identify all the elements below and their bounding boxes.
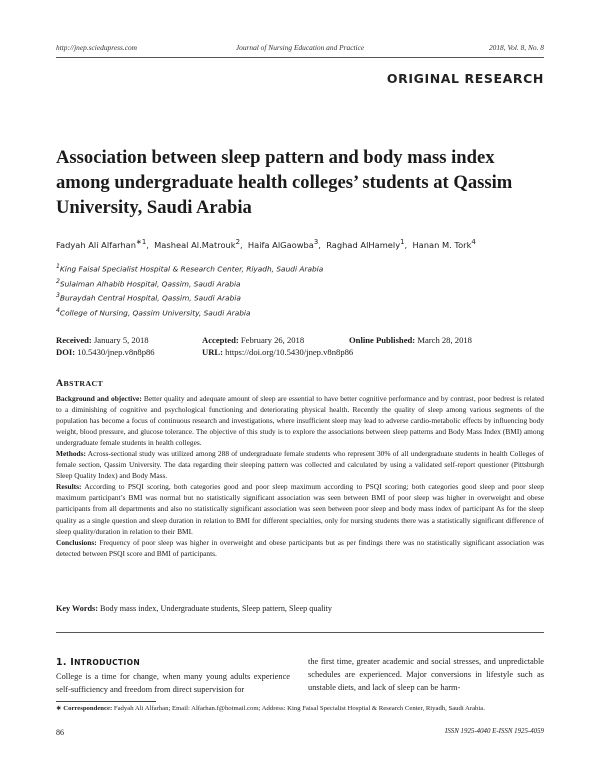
accepted-date: Accepted: February 26, 2018 [202,335,305,345]
author-name: Masheal Al.Matrouk [154,239,236,250]
abstract-methods: Methods: Across-sectional study was utilized among 288 of undergraduate female students who represent 30% of all undergraduate students in health Colleges of female section, Qassim University. The data regarding their sleeping pattern was collected and calculated by using a validated self-report questioner (Pittsburgh Sleep Quality Index) and Body Mass. [56,449,544,481]
author-name: Hanan M. Tork [412,239,472,250]
abstract-results: Results: According to PSQI scoring, both categories good and poor sleep maximum according to PSQI scoring; both categories good sleep and poor sleep maximum participant’s BMI was normal but no statistically significant association was seen between BMI of poor sleep was higher in overweight and obese participants from all departments and also no statistically significant association was seen between poor sleep and body mass index of participant As for the sleep quality as a single question and sleep duration in relation to BMI for different specialties, only for nursing students there was a statistically significant difference of sleep quality/duration in relation to their BMI. [56,482,544,536]
author-name: Haifa AlGaowba [247,239,314,250]
running-header [56,43,544,57]
affiliation-mark: 4 [56,307,60,315]
author-affiliation-mark: 3 [313,238,319,246]
affiliation-text: Sulaiman Alhabib Hospital, Qassim, Saudi Arabia [59,279,241,289]
affiliation-text: College of Nursing, Qassim University, Saudi Arabia [59,308,251,318]
abstract-body [56,393,544,559]
article-title: Association between sleep pattern and body mass index among undergraduate health colleges’ students at Qassim University, Saudi Arabia [56,147,513,218]
article-url: URL: https://doi.org/10.5430/jnep.v8n8p86 [202,347,354,358]
article-url-link[interactable]: https://doi.org/10.5430/jnep.v8n8p86 [225,347,354,358]
section-rule [56,632,544,633]
affiliation-text: Buraydah Central Hospital, Qassim, Saudi Arabia [59,293,241,303]
journal-url[interactable]: http://jnep.sciedupress.com [56,43,138,52]
affiliation-text: King Faisal Specialist Hospital & Research Center, Riyadh, Saudi Arabia [59,264,324,274]
footnote-rule [56,701,156,702]
publication-dates [56,334,546,359]
affiliation-item [56,276,323,291]
affiliation-item [56,261,323,276]
volume-info: 2018, Vol. 8, No. 8 [488,43,544,52]
doi: DOI: 10.5430/jnep.v8n8p86 [56,347,155,358]
author-affiliation-mark: 4 [471,238,476,246]
keywords: Key Words: Body mass index, Undergraduate students, Sleep pattern, Sleep quality [56,604,332,613]
abstract-background: Background and objective: Better quality and adequate amount of sleep are essential to have better cognitive performance and by contrast, poor bedrest is related to a diminishing of cognitive and psychological functioning and deteriorating physical health. Recently the quality of sleep among various segments of the population has become a focus of continuous research and investigations, where insufficient sleep may lead to adverse cardio-metabolic effects by influencing body weight, blood pressure, and glucose tolerance. The objective of this study is to explore the associations between sleep patterns and Body Mass Index (BMI) among undergraduate female students in health colleges. [56,394,544,448]
affiliation-mark: 1 [56,263,60,270]
affiliation-item [56,290,323,305]
author-affiliation-mark: ∗1 [136,238,147,246]
received-date: Received: January 5, 2018 [56,335,149,345]
affiliation-mark: 2 [56,277,60,285]
affiliation-mark: 3 [56,292,60,300]
header-rule [56,57,544,58]
author-affiliation-mark: 1 [400,238,405,246]
abstract-conclusions: Conclusions: Frequency of poor sleep was higher in overweight and obese participants but as per findings there was no statistically significant association was detected between PSQI score and BMI of participants. [56,537,544,558]
correspondence-footnote: ∗ Correspondence: Fadyah Ali Alfarhan; Email: Alfarhan.f@hotmail.com; Address: King Faisal Specialist Hospital & Research Center, Riyadh, Saudi Arabia. [56,705,485,712]
author-name: Fadyah Ali Alfarhan [56,239,137,250]
online-published-date: Online Published: March 28, 2018 [349,335,472,345]
affiliation-item [56,305,323,320]
abstract-heading: ABSTRACT [56,378,104,389]
doi-link[interactable]: 10.5430/jnep.v8n8p86 [77,347,155,358]
issn: ISSN 1925-4040 E-ISSN 1925-4059 [445,728,544,735]
introduction-heading: 1. INTRODUCTION [56,657,141,668]
article-type-label: ORIGINAL RESEARCH [386,71,544,86]
author-list: Fadyah Ali Alfarhan$^{∗1}$, Masheal Al.Matrouk$^2$, Haifa AlGaowba$^3$, Raghad AlHamely$^1$, Hanan M. Tork$^4$ [56,238,476,250]
page-number: 86 [56,728,64,737]
introduction-right-column: the first time, greater academic and social stresses, and unpredictable schedules are experienced. Major conversions in lifestyle such as unstable diets, and lack of sleep can be harm- [308,657,544,693]
journal-name: Journal of Nursing Education and Practice [235,43,365,52]
author-name: Raghad AlHamely [326,239,401,250]
introduction-left-column: College is a time for change, when many young adults experience self-sufficiency and freedom from direct supervision for [56,672,290,695]
affiliation-list [56,261,323,320]
author-affiliation-mark: 2 [235,238,240,246]
